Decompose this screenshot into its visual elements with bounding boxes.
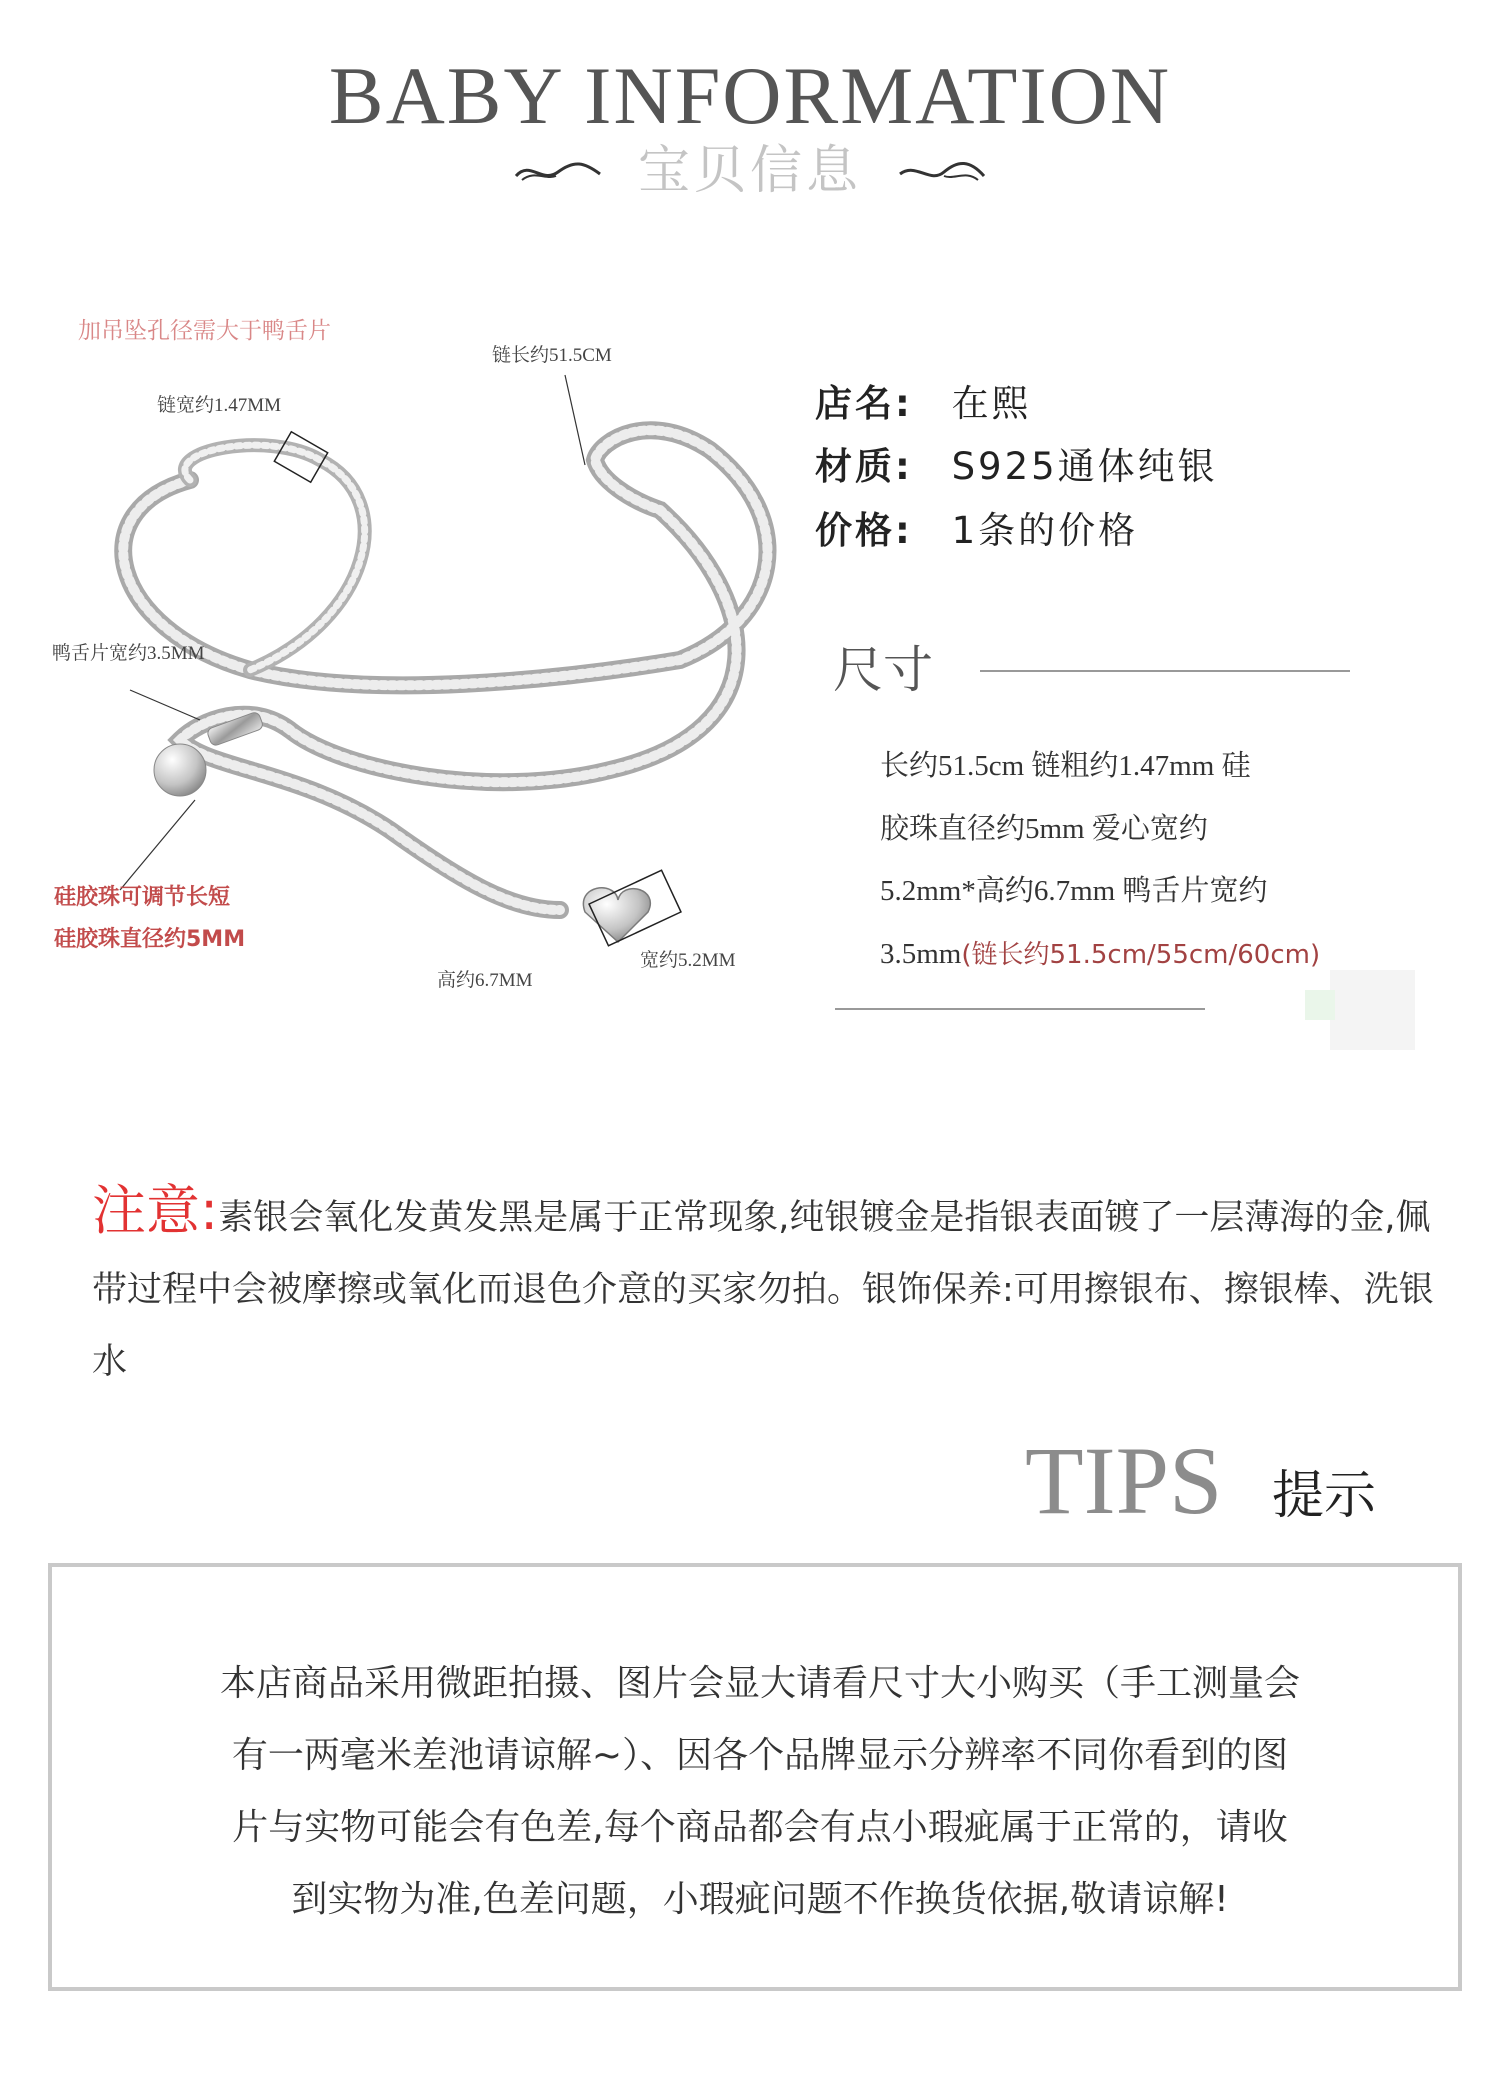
info-shop-value: 在熙 (951, 382, 1032, 425)
notice-head: 注意: (92, 1179, 219, 1242)
size-bottom-divider (835, 1008, 1205, 1010)
page-subtitle-row (0, 141, 1500, 201)
notice-text: 素银会氧化发黄发黑是属于正常现象,纯银镀金是指银表面镀了一层薄海的金,佩带过程中会被摩擦或氧化而退色介意的买家勿拍。银饰保养:可用擦银布、擦银棒、洗银水 (92, 1198, 1434, 1382)
size-line-3: 5.2mm*高约6.7mm 鸭舌片宽约 (880, 875, 1268, 907)
note-chain-width: 链宽约1.47MM (157, 395, 282, 416)
chain (123, 430, 767, 910)
flourish-right-icon (896, 154, 988, 188)
size-line-4 (880, 940, 1360, 969)
info-shop (815, 382, 1032, 425)
size-divider (980, 670, 1350, 672)
info-shop-label: 店名: (815, 382, 913, 425)
flourish-left-icon (512, 154, 604, 188)
note-bead-adjust: 硅胶珠可调节长短 (54, 885, 231, 910)
size-line-1: 长约51.5cm 链粗约1.47mm 硅 (880, 750, 1251, 782)
info-price (815, 509, 1139, 552)
page-title-en: BABY INFORMATION (328, 50, 1172, 141)
note-heart-width: 宽约5.2MM (640, 950, 736, 971)
note-heart-height: 高约6.7MM (437, 970, 533, 991)
tips-line-2: 有一两毫米差池请谅解~）、因各个品牌显示分辨率不同你看到的图 (231, 1735, 1289, 1776)
info-price-label: 价格: (815, 509, 913, 552)
notice-paragraph (92, 1175, 1452, 1398)
tips-line-1: 本店商品采用微距拍摄、图片会显大请看尺寸大小购买（手工测量会 (219, 1663, 1300, 1704)
tips-title-cn: 提示 (1272, 1466, 1377, 1526)
tips-line-4: 到实物为准,色差问题，小瑕疵问题不作换货依据,敬请谅解! (291, 1879, 1229, 1920)
page-title-cn: 宝贝信息 (637, 141, 862, 201)
tips-line-3: 片与实物可能会有色差,每个商品都会有点小瑕疵属于正常的，请收 (232, 1807, 1288, 1848)
note-bead-diameter: 硅胶珠直径约5MM (54, 927, 246, 952)
decoration-block-green (1305, 990, 1335, 1020)
size-line-4-text: 3.5mm (880, 938, 962, 970)
size-line-2: 胶珠直径约5mm 爱心宽约 (880, 813, 1208, 845)
decoration-block (1330, 970, 1415, 1050)
info-price-value: 1条的价格 (951, 509, 1139, 552)
info-material (815, 445, 1218, 488)
size-highlight: (链长约51.5cm/55cm/60cm) (961, 940, 1321, 970)
tips-body (110, 1648, 1410, 1936)
info-material-value: S925通体纯银 (951, 445, 1218, 488)
info-material-label: 材质: (815, 445, 913, 488)
size-title: 尺寸 (833, 641, 933, 699)
note-pendant-hole: 加吊坠孔径需大于鸭舌片 (78, 318, 331, 344)
note-tongue-width: 鸭舌片宽约3.5MM (52, 643, 205, 664)
tips-title-en: TIPS (1025, 1427, 1223, 1534)
note-chain-length: 链长约51.5CM (492, 345, 612, 366)
